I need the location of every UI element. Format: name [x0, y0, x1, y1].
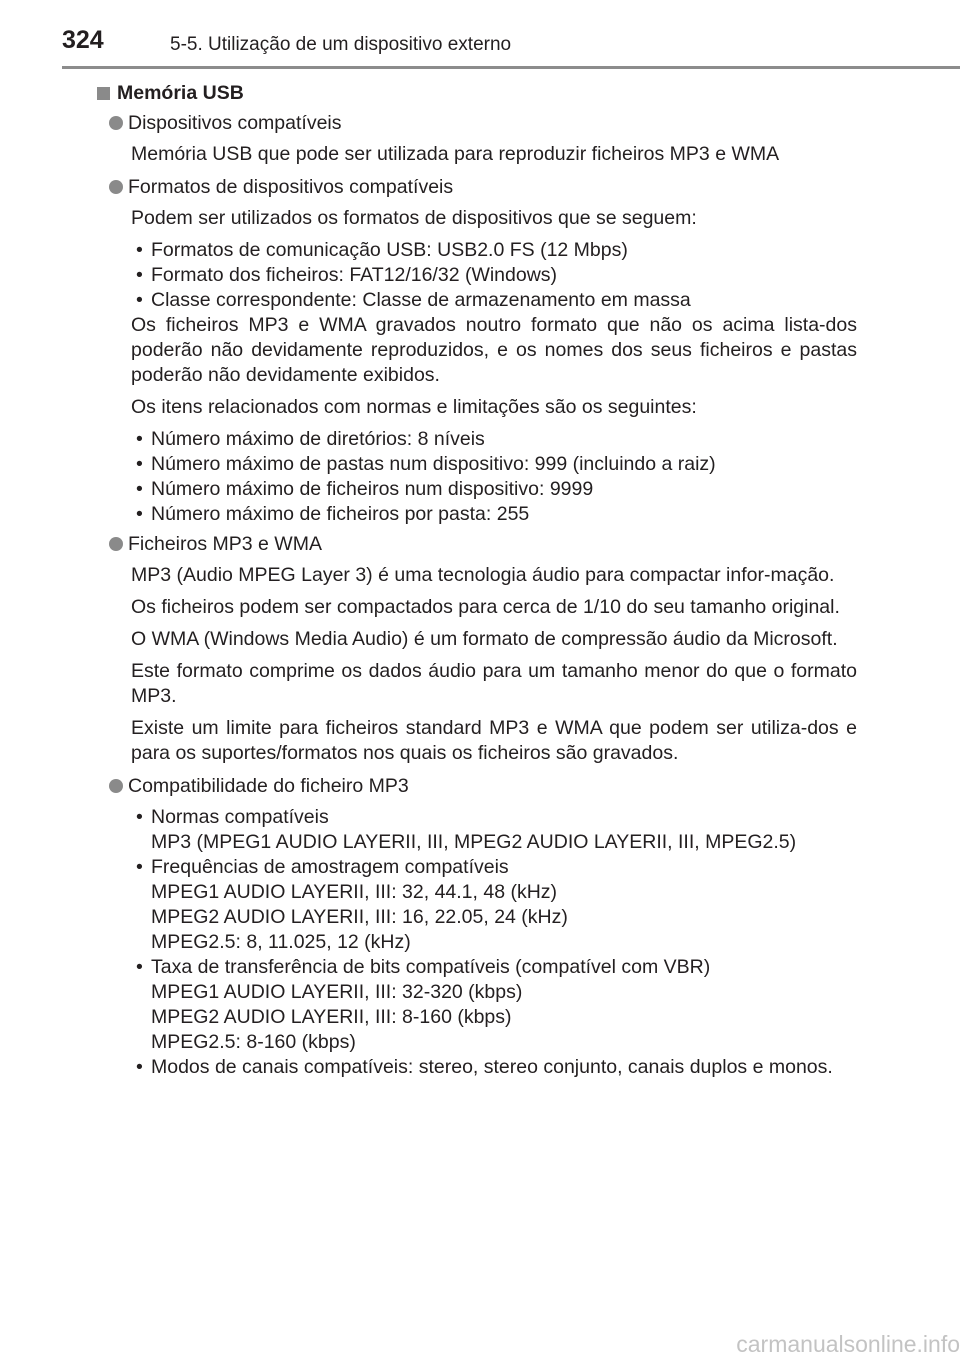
- bullet-list-compat: [131, 805, 857, 1080]
- list-item: • Número máximo de ficheiros num dispositivo: 9999: [131, 477, 857, 502]
- page-content: [97, 80, 857, 1087]
- list-item-value: MP3 (MPEG1 AUDIO LAYERII, III, MPEG2 AUDIO LAYERII, III, MPEG2.5): [151, 831, 797, 853]
- section-heading: [97, 80, 857, 106]
- list-item-label: • Frequências de amostragem compatíveis: [151, 856, 509, 878]
- section-heading-text: Memória USB: [117, 81, 244, 104]
- list-item-value: MPEG2 AUDIO LAYERII, III: 16, 22.05, 24 (kHz): [151, 906, 568, 928]
- list-item-value: MPEG2.5: 8, 11.025, 12 (kHz): [151, 931, 411, 953]
- subheading-dispositivos: [109, 110, 857, 136]
- circle-bullet-icon: [109, 779, 123, 793]
- bullet-list-formatos: [131, 238, 857, 313]
- paragraph: Podem ser utilizados os formatos de dispositivos que se seguem:: [131, 207, 697, 229]
- list-item: • Número máximo de ficheiros por pasta: 255: [131, 502, 857, 527]
- bullet-list-limits: [131, 427, 857, 527]
- subheading-formatos: [109, 174, 857, 200]
- page-number: 324: [62, 26, 104, 54]
- list-item-value: MPEG2 AUDIO LAYERII, III: 8-160 (kbps): [151, 1006, 512, 1028]
- section-title: 5-5. Utilização de um dispositivo externo: [170, 34, 512, 55]
- list-item-normas: [131, 805, 857, 855]
- paragraph: MP3 (Audio MPEG Layer 3) é uma tecnologia áudio para compactar infor-mação.: [131, 564, 835, 586]
- square-bullet-icon: [97, 87, 110, 100]
- subheading-text: Formatos de dispositivos compatíveis: [128, 175, 454, 198]
- list-item-value: MPEG1 AUDIO LAYERII, III: 32-320 (kbps): [151, 981, 523, 1003]
- subheading-text: Dispositivos compatíveis: [128, 111, 342, 134]
- list-item-freq: [131, 855, 857, 955]
- paragraph: Os itens relacionados com normas e limitações são os seguintes:: [131, 396, 697, 418]
- paragraph: Este formato comprime os dados áudio para um tamanho menor do que o formato MP3.: [131, 660, 857, 707]
- subheading-text: Compatibilidade do ficheiro MP3: [128, 774, 409, 797]
- subheading-ficheiros: [109, 531, 857, 557]
- list-item: • Número máximo de diretórios: 8 níveis: [131, 427, 857, 452]
- subheading-text: Ficheiros MP3 e WMA: [128, 532, 322, 555]
- watermark: carmanualsonline.info: [736, 1331, 960, 1357]
- list-item-value: MPEG2.5: 8-160 (kbps): [151, 1031, 356, 1053]
- list-item: • Classe correspondente: Classe de armazenamento em massa: [131, 288, 857, 313]
- list-item-label: • Normas compatíveis: [151, 806, 329, 828]
- page-header: [62, 22, 960, 69]
- list-item: • Formato dos ficheiros: FAT12/16/32 (Windows): [131, 263, 857, 288]
- subheading-compat: [109, 773, 857, 799]
- circle-bullet-icon: [109, 180, 123, 194]
- paragraph: Os ficheiros MP3 e WMA gravados noutro formato que não os acima lista-dos poderão não devidamente reproduzidos, e os nomes dos seus ficheiros e pastas poderão não devidamente exibidos.: [131, 314, 857, 386]
- list-item-value: MPEG1 AUDIO LAYERII, III: 32, 44.1, 48 (kHz): [151, 881, 558, 903]
- circle-bullet-icon: [109, 116, 123, 130]
- paragraph: O WMA (Windows Media Audio) é um formato de compressão áudio da Microsoft.: [131, 628, 838, 650]
- list-item: • Formatos de comunicação USB: USB2.0 FS (12 Mbps): [131, 238, 857, 263]
- list-item-bitrate: [131, 955, 857, 1055]
- list-item: • Número máximo de pastas num dispositivo: 999 (incluindo a raiz): [131, 452, 857, 477]
- paragraph: Existe um limite para ficheiros standard MP3 e WMA que podem ser utiliza-dos e para os suportes/formatos nos quais os ficheiros são gravados.: [131, 717, 857, 764]
- paragraph: Memória USB que pode ser utilizada para reproduzir ficheiros MP3 e WMA: [131, 143, 780, 165]
- list-item-modes: • Modos de canais compatíveis: stereo, stereo conjunto, canais duplos e monos.: [131, 1055, 857, 1080]
- paragraph: Os ficheiros podem ser compactados para cerca de 1/10 do seu tamanho original.: [131, 596, 840, 618]
- circle-bullet-icon: [109, 537, 123, 551]
- list-item-label: • Taxa de transferência de bits compatíveis (compatível com VBR): [151, 956, 711, 978]
